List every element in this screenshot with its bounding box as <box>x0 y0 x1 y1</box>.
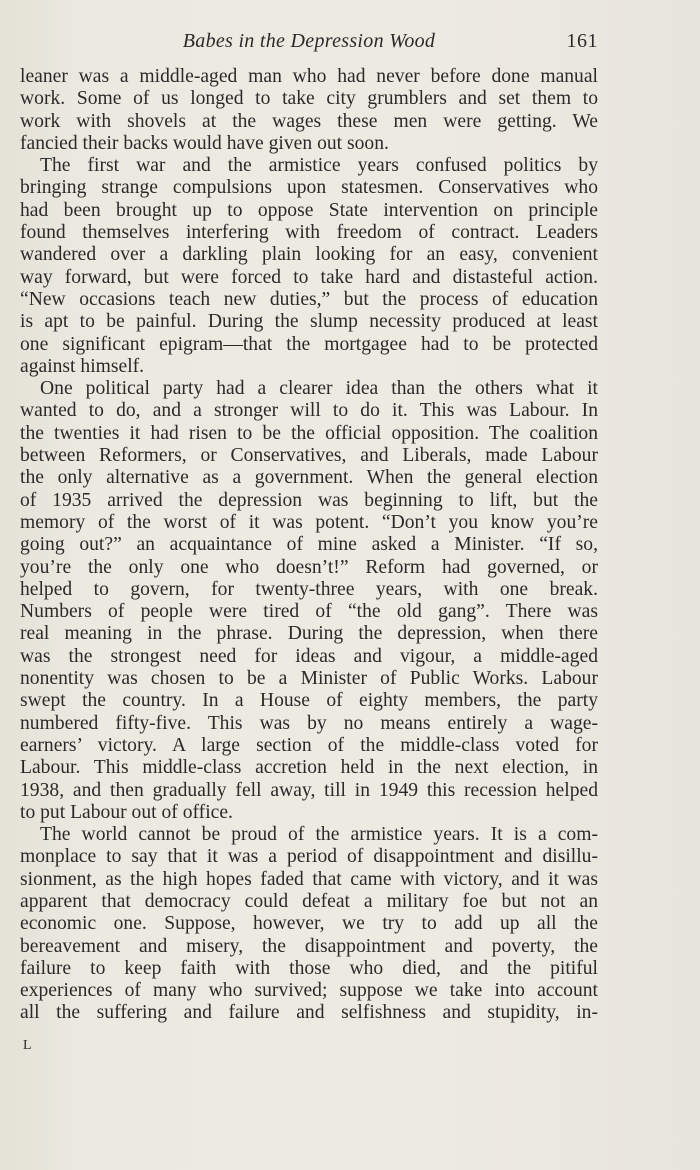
text-line: found themselves interfering with freedom of contract. Leaders <box>20 222 598 244</box>
text-line: wandered over a darkling plain looking for an easy, convenient <box>20 244 598 266</box>
running-head <box>20 30 598 60</box>
text-line: economic one. Suppose, however, we try to add up all the <box>20 913 598 935</box>
text-line: between Reformers, or Conservatives, and Liberals, made Labour <box>20 445 598 467</box>
text-line: leaner was a middle-aged man who had never before done manual <box>20 66 598 87</box>
text-line: real meaning in the phrase. During the depression, when there <box>20 623 598 645</box>
text-line: memory of the worst of it was potent. “Don’t you know you’re <box>20 511 598 533</box>
text-line: bereavement and misery, the disappointment and poverty, the <box>20 935 598 957</box>
text-line: work with shovels at the wages these men were getting. We <box>20 110 598 132</box>
text-line: you’re the only one who doesn’t!” Reform had governed, or <box>20 556 598 578</box>
text-line: the twenties it had risen to be the official opposition. The coalition <box>20 422 598 444</box>
text-line: The world cannot be proud of the armistice years. It is a com- <box>40 824 598 846</box>
body-text <box>20 66 598 1025</box>
text-line: all the suffering and failure and selfishness and stupidity, in- <box>20 1002 598 1024</box>
page-number: 161 <box>566 30 598 52</box>
text-line: to put Labour out of office. <box>20 801 233 823</box>
text-line: The first war and the armistice years confused politics by <box>40 155 598 177</box>
text-line: experiences of many who survived; suppose we take into account <box>20 980 598 1002</box>
text-line: Labour. This middle-class accretion held in the next election, in <box>20 757 598 779</box>
text-line: numbered fifty-five. This was by no means entirely a wage- <box>20 712 598 734</box>
text-line: was the strongest need for ideas and vigour, a middle-aged <box>20 645 598 667</box>
text-line: monplace to say that it was a period of disappointment and disillu- <box>20 846 598 868</box>
text-line: the only alternative as a government. When the general election <box>20 467 598 489</box>
text-line: work. Some of us longed to take city grumblers and set them to <box>20 88 598 110</box>
text-line: had been brought up to oppose State intervention on principle <box>20 199 598 221</box>
text-line: helped to govern, for twenty-three years, with one break. <box>20 578 598 600</box>
text-line: way forward, but were forced to take hard and distasteful action. <box>20 266 598 288</box>
text-line: earners’ victory. A large section of the middle-class voted for <box>20 734 598 756</box>
text-line: One political party had a clearer idea than the others what it <box>40 378 598 400</box>
text-line: one significant epigram—that the mortgagee had to be protected <box>20 333 598 355</box>
text-line: swept the country. In a House of eighty members, the party <box>20 690 598 712</box>
text-line: wanted to do, and a stronger will to do it. This was Labour. In <box>20 400 598 422</box>
text-line: failure to keep faith with those who died, and the pitiful <box>20 957 598 979</box>
text-line: 1938, and then gradually fell away, till in 1949 this recession helped <box>20 779 598 801</box>
text-line: fancied their backs would have given out soon. <box>20 132 389 154</box>
text-line: is apt to be painful. During the slump necessity produced at least <box>20 311 598 333</box>
text-line: sionment, as the high hopes faded that came with victory, and it was <box>20 868 598 890</box>
text-line: against himself. <box>20 355 145 377</box>
running-title: Babes in the Depression Wood <box>182 30 436 52</box>
text-line: nonentity was chosen to be a Minister of Public Works. Labour <box>20 668 598 690</box>
text-line: “New occasions teach new duties,” but the process of education <box>20 288 598 310</box>
text-line: going out?” an acquaintance of mine asked a Minister. “If so, <box>20 534 598 556</box>
text-line: apparent that democracy could defeat a military foe but not an <box>20 890 598 912</box>
text-line: Numbers of people were tired of “the old gang”. There was <box>20 601 598 623</box>
text-line: bringing strange compulsions upon statesmen. Conservatives who <box>20 177 598 199</box>
signature-mark: L <box>23 1038 33 1053</box>
text-line: of 1935 arrived the depression was beginning to lift, but the <box>20 489 598 511</box>
